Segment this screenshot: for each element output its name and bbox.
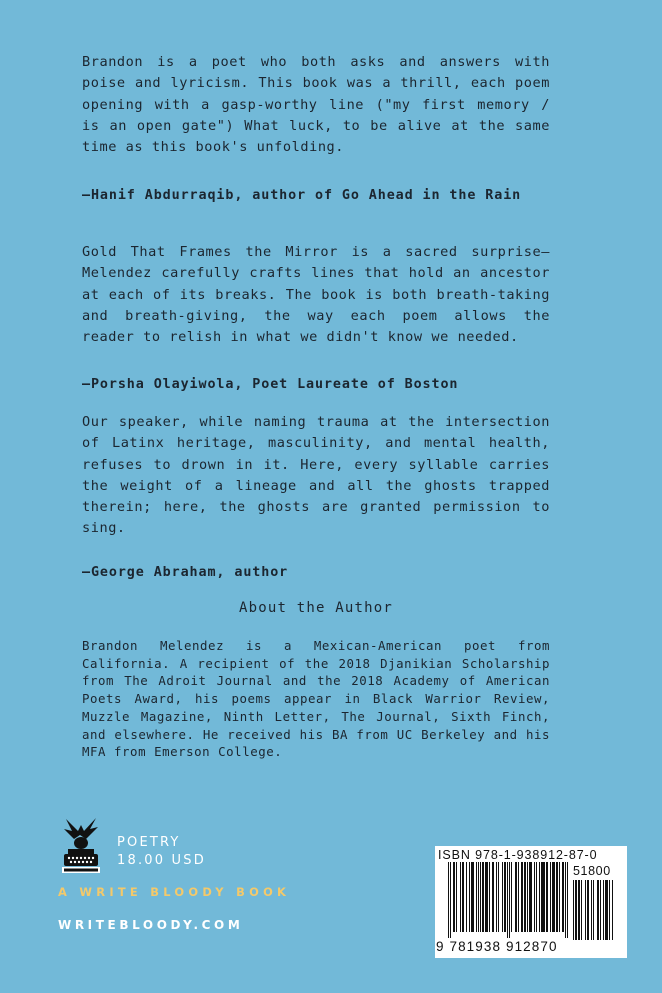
- barcode-bar: [573, 880, 574, 940]
- genre-label: POETRY: [117, 835, 181, 850]
- barcode-bar: [550, 862, 551, 932]
- barcode-bar: [600, 880, 601, 940]
- barcode-bar: [527, 862, 528, 932]
- barcode-bar: [485, 862, 488, 932]
- blurb-2-text: Gold That Frames the Mirror is a sacred surprise—Melendez carefully crafts lines that hold an ancestor at each of its breaks. The book is both breath-taking and breath-giving, the way each poem allows the reader to relish in what we didn't know we needed.: [82, 244, 550, 346]
- barcode-bar: [448, 862, 449, 938]
- barcode-bar: [496, 862, 497, 932]
- barcode-bar: [612, 880, 613, 940]
- barcode-bar: [578, 880, 580, 940]
- barcode-bar: [492, 862, 494, 932]
- barcode-bar: [482, 862, 484, 932]
- barcode-bar: [567, 862, 568, 938]
- price-addon-barcode: [573, 880, 623, 944]
- barcode-bar: [597, 880, 599, 940]
- barcode-bar: [502, 862, 503, 932]
- barcode-bar: [529, 862, 532, 932]
- barcode-bar: [591, 880, 592, 940]
- barcode-bar: [515, 862, 517, 932]
- barcode-bar: [536, 862, 537, 932]
- barcode-bar: [546, 862, 548, 932]
- barcode-bar: [466, 862, 467, 932]
- barcode-bar: [587, 880, 589, 940]
- barcode-bar: [518, 862, 519, 932]
- barcode-bar: [593, 880, 594, 940]
- barcode-bar: [565, 862, 566, 938]
- barcode-bar: [450, 862, 451, 938]
- barcode-bar: [524, 862, 526, 932]
- barcode-bar: [453, 862, 455, 932]
- barcode-bar: [489, 862, 490, 932]
- barcode-bar: [605, 880, 608, 940]
- barcode-bar: [575, 880, 577, 940]
- publisher-website: WRITEBLOODY.COM: [58, 918, 244, 932]
- barcode-bar: [504, 862, 506, 932]
- barcode-bar: [521, 862, 523, 932]
- barcode-bar: [603, 880, 604, 940]
- barcode-bar: [609, 880, 610, 940]
- ean-number: 9 781938 912870: [436, 939, 558, 954]
- barcode-bar: [498, 862, 499, 932]
- ean-barcode: [448, 862, 568, 940]
- barcode-bar: [476, 862, 477, 932]
- barcode-bar: [556, 862, 558, 932]
- author-bio: Brandon Melendez is a Mexican-American poet from California. A recipient of the 2018 Djanikian Scholarship from The Adroit Journal and the 2018 Academy of American Poets Award, his poems appear in Black Warrior Review, Muzzle Magazine, Ninth Letter, The Journal, Sixth Finch, and elsewhere. He received his BA from UC Berkeley and his MFA from Emerson College.: [82, 638, 550, 760]
- barcode-bar: [541, 862, 545, 932]
- barcode-bar: [539, 862, 540, 932]
- blurb-2-attribution: —Porsha Olayiwola, Poet Laureate of Boston: [82, 377, 459, 392]
- barcode-bar: [480, 862, 481, 932]
- price-code-label: 51800: [573, 864, 611, 878]
- blurb-3-attribution: —George Abraham, author: [82, 565, 289, 580]
- blurb-1-attribution: —Hanif Abdurraqib, author of Go Ahead in the Rain: [82, 188, 522, 203]
- barcode-bar: [460, 862, 461, 932]
- blurb-3-text: Our speaker, while naming trauma at the intersection of Latinx heritage, masculinity, and mental health, refuses to drown in it. Here, every syllable carries the weight of a lineage and all the ghosts trapped therein; here, the ghosts are granted permission to sing.: [82, 414, 550, 537]
- barcode-bar: [581, 880, 582, 940]
- barcode-bar: [471, 862, 474, 932]
- publisher-tagline: A WRITE BLOODY BOOK: [58, 885, 291, 899]
- barcode-bar: [478, 862, 479, 932]
- barcode-bar: [562, 862, 564, 932]
- barcode-bar: [585, 880, 586, 940]
- isbn-label: ISBN 978-1-938912-87-0: [438, 848, 598, 862]
- barcode-bar: [507, 862, 508, 938]
- barcode-bar: [559, 862, 560, 932]
- barcode-bar: [552, 862, 555, 932]
- barcode-bar: [509, 862, 510, 938]
- barcode-bar: [534, 862, 535, 932]
- barcode-bar: [511, 862, 512, 932]
- price-label: 18.00 USD: [117, 853, 206, 868]
- about-author-heading: About the Author: [238, 600, 394, 616]
- blurb-1-text: Brandon is a poet who both asks and answers with poise and lyricism. This book was a thrill, each poem opening with a gasp-worthy line ("my first memory / is an open gate") What luck, to be alive at the same time as this book's unfolding.: [82, 54, 550, 156]
- raven-on-typewriter-icon: [58, 815, 104, 875]
- genre-price-block: [117, 834, 206, 870]
- barcode-bar: [456, 862, 457, 932]
- barcode-bar: [469, 862, 470, 932]
- barcode-bar: [462, 862, 464, 932]
